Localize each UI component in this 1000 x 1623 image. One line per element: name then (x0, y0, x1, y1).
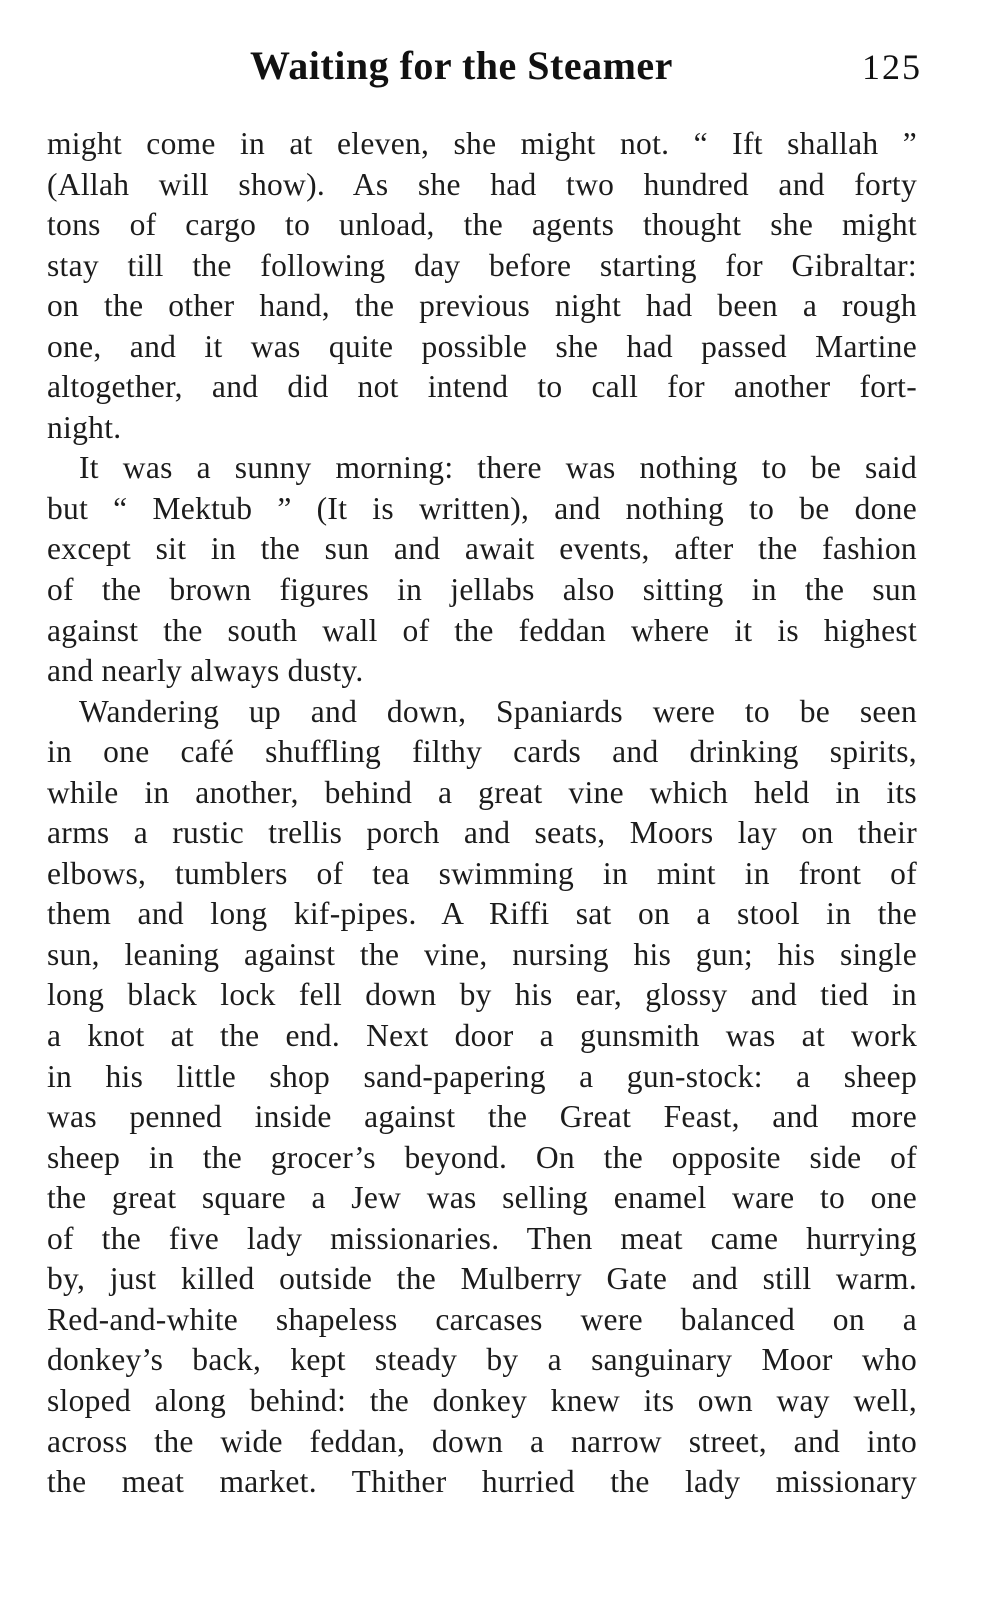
text-line: donkey’s back, kept steady by a sanguinary Moor who (47, 1342, 917, 1378)
text-line: in one café shuffling filthy cards and drinking spirits, (47, 734, 917, 770)
text-line: sheep in the grocer’s beyond. On the opposite side of (47, 1139, 917, 1175)
running-head-title: Waiting for the Steamer (250, 43, 673, 88)
paragraph-2 (47, 448, 917, 691)
text-line: (Allah will show). As she had two hundred and forty (47, 166, 917, 202)
text-line: in his little shop sand-papering a gun-stock: a sheep (47, 1058, 917, 1094)
text-line: except sit in the sun and await events, after the fashion (47, 531, 917, 567)
running-head (0, 42, 1000, 98)
text-line: might come in at eleven, she might not. “ Ift shallah ” (47, 126, 917, 161)
text-line: long black lock fell down by his ear, glossy and tied in (47, 977, 917, 1013)
text-line: and nearly always dusty. (47, 653, 364, 689)
text-line: on the other hand, the previous night had been a rough (47, 288, 917, 324)
text-line: the great square a Jew was selling enamel ware to one (47, 1180, 917, 1216)
text-line: them and long kif-pipes. A Riffi sat on a stool in the (47, 896, 917, 932)
text-line: was penned inside against the Great Feast, and more (47, 1099, 917, 1135)
text-line: elbows, tumblers of tea swimming in mint in front of (47, 855, 917, 891)
text-line: one, and it was quite possible she had passed Martine (47, 328, 917, 364)
text-line: but “ Mektub ” (It is written), and nothing to be done (47, 490, 917, 526)
body-text (47, 124, 917, 1503)
text-line: altogether, and did not intend to call for another fort- (47, 369, 917, 405)
text-line: the meat market. Thither hurried the lady missionary (47, 1464, 917, 1500)
text-line: It was a sunny morning: there was nothing to be said (79, 450, 917, 486)
text-line: Red-and-white shapeless carcases were balanced on a (47, 1301, 917, 1337)
paragraph-3 (47, 692, 917, 1503)
text-line: night. (47, 409, 122, 445)
text-line: against the south wall of the feddan where it is highest (47, 612, 917, 648)
text-line: Wandering up and down, Spaniards were to be seen (79, 693, 917, 729)
text-line: across the wide feddan, down a narrow street, and into (47, 1423, 917, 1459)
text-line: stay till the following day before starting for Gibraltar: (47, 247, 917, 283)
text-line: arms a rustic trellis porch and seats, Moors lay on their (47, 815, 917, 851)
text-line: a knot at the end. Next door a gunsmith was at work (47, 1018, 917, 1054)
paragraph-1 (47, 124, 917, 448)
text-line: by, just killed outside the Mulberry Gate and still warm. (47, 1261, 917, 1297)
text-line: sloped along behind: the donkey knew its own way well, (47, 1382, 917, 1418)
text-line: sun, leaning against the vine, nursing his gun; his single (47, 936, 917, 972)
text-line: tons of cargo to unload, the agents thought she might (47, 207, 917, 243)
text-line: of the five lady missionaries. Then meat came hurrying (47, 1220, 917, 1256)
page-number: 125 (862, 47, 922, 87)
text-line: while in another, behind a great vine which held in its (47, 774, 917, 810)
text-line: of the brown figures in jellabs also sitting in the sun (47, 572, 917, 608)
